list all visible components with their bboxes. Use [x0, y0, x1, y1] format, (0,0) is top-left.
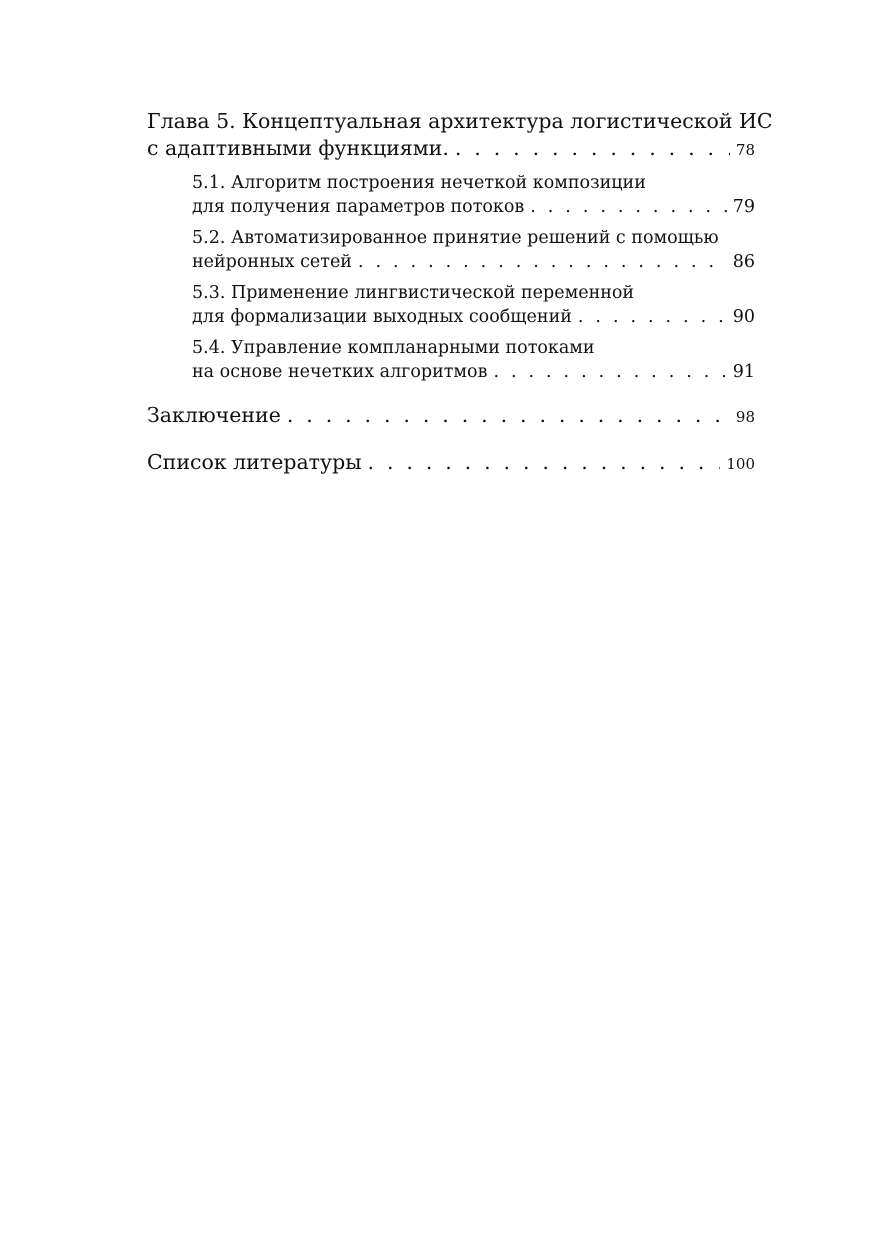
bibliography-page-number: 100	[726, 455, 755, 473]
dot-leader	[358, 250, 727, 274]
section-5-1-title-line1: 5.1. Алгоритм построения нечеткой композиции	[192, 173, 646, 193]
chapter-5-page-number: 78	[735, 141, 755, 159]
table-of-contents	[147, 108, 773, 478]
section-5-2-page-number: 86	[732, 252, 755, 272]
toc-entry-chapter-5[interactable]	[147, 108, 773, 164]
section-5-4-title-line2: на основе нечетких алгоритмов	[192, 362, 488, 382]
toc-entry-bibliography[interactable]	[147, 449, 755, 478]
dot-leader	[368, 449, 721, 476]
dot-leader	[287, 402, 730, 429]
toc-entry-section-5-2[interactable]	[192, 226, 755, 274]
section-5-1-page-number: 79	[732, 197, 755, 217]
dot-leader	[578, 305, 727, 329]
section-5-2-title-line2: нейронных сетей	[192, 252, 352, 272]
section-5-3-page-number: 90	[732, 307, 755, 327]
toc-entry-conclusion[interactable]	[147, 402, 755, 431]
section-5-4-title-line1: 5.4. Управление компланарными потоками	[192, 338, 595, 358]
chapter-5-title-line2: с адаптивными функциями.	[147, 136, 449, 160]
toc-entry-section-5-3[interactable]	[192, 281, 755, 329]
dot-leader	[530, 195, 726, 219]
section-5-3-title-line2: для формализации выходных сообщений	[192, 307, 572, 327]
toc-entry-section-5-4[interactable]	[192, 336, 755, 384]
conclusion-page-number: 98	[735, 408, 755, 426]
section-5-3-title-line1: 5.3. Применение лингвистической переменной	[192, 283, 635, 303]
chapter-5-title-line1: Глава 5. Концептуальная архитектура логистической ИС	[147, 109, 773, 133]
section-5-2-title-line1: 5.2. Автоматизированное принятие решений с помощью	[192, 228, 719, 248]
section-5-1-title-line2: для получения параметров потоков	[192, 197, 525, 217]
toc-entry-section-5-1[interactable]	[192, 171, 755, 219]
bibliography-title: Список литературы	[147, 450, 362, 474]
dot-leader	[455, 135, 730, 162]
section-5-4-page-number: 91	[732, 362, 755, 382]
dot-leader	[493, 360, 726, 384]
conclusion-title: Заключение	[147, 403, 281, 427]
